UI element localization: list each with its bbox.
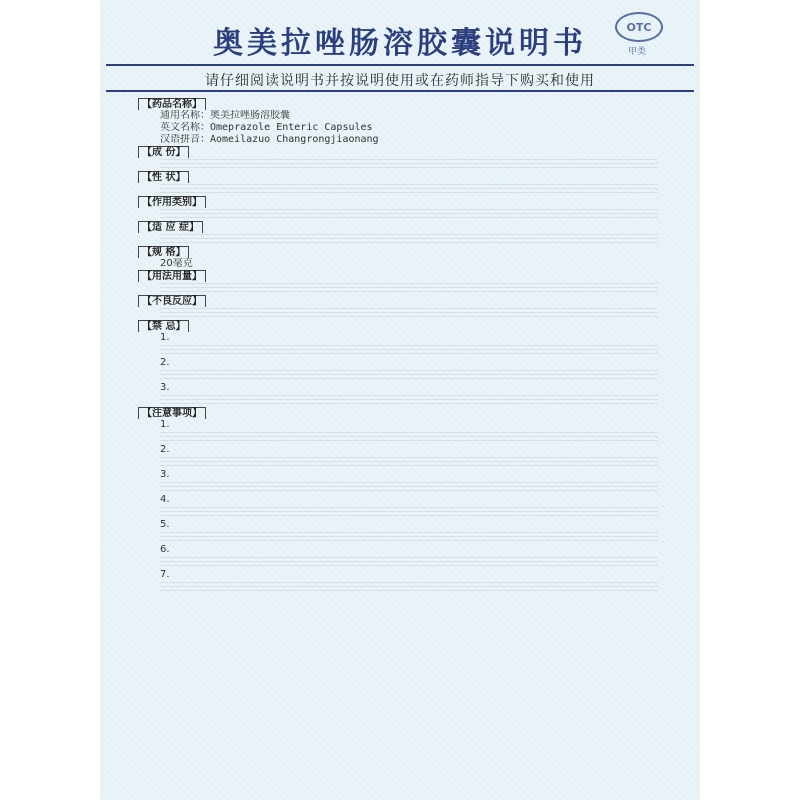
leaflet-sheet <box>100 0 700 800</box>
section-heading: 【适 应 症】 <box>138 221 203 233</box>
body-text-block <box>160 457 658 467</box>
body-text-line: 2. <box>160 357 170 368</box>
section-heading: 【注意事项】 <box>138 407 206 419</box>
body-text-line: 3. <box>160 469 170 480</box>
body-text-block <box>160 582 658 592</box>
section-heading-row <box>138 196 658 208</box>
document-title: 奥美拉唑肠溶胶囊说明书 <box>213 26 587 61</box>
body-text-block <box>160 345 658 355</box>
section-heading-row <box>138 295 658 307</box>
section-heading: 【规 格】 <box>138 246 189 258</box>
body-text-line: 20毫克 <box>160 258 193 269</box>
body-text-line: 7. <box>160 569 170 580</box>
section-heading-row <box>138 407 658 419</box>
body-text-line: 4. <box>160 494 170 505</box>
body-text-block <box>160 370 658 380</box>
section-heading-row <box>138 171 658 183</box>
body-text-line: 1. <box>160 419 170 430</box>
body-text-block <box>160 482 658 492</box>
section-heading-row <box>138 320 658 332</box>
body-text-line: 6. <box>160 544 170 555</box>
section-heading: 【用法用量】 <box>138 270 206 282</box>
body-text-block <box>160 209 658 219</box>
otc-category-label: 甲类 <box>627 47 646 57</box>
body-text-block <box>160 159 658 169</box>
section-heading: 【性 状】 <box>138 171 189 183</box>
body-text-block <box>160 557 658 567</box>
top-rule <box>106 64 694 66</box>
body-text-line: 3. <box>160 382 170 393</box>
section-heading-row <box>138 146 658 158</box>
section-heading: 【不良反应】 <box>138 295 206 307</box>
body-text-line: 1. <box>160 332 170 343</box>
otc-badge: OTC <box>615 12 663 42</box>
body-text-line: 英文名称：Omeprazole Enteric Capsules <box>160 122 373 133</box>
section-heading: 【药品名称】 <box>138 98 206 110</box>
section-heading-row <box>138 98 658 110</box>
body-text-line: 通用名称：奥美拉唑肠溶胶囊 <box>160 110 290 121</box>
second-rule <box>106 90 694 92</box>
section-heading-row <box>138 270 658 282</box>
section-heading: 【禁 忌】 <box>138 320 189 332</box>
body-text-line: 2. <box>160 444 170 455</box>
section-heading: 【作用类别】 <box>138 196 206 208</box>
body-text-block <box>160 184 658 194</box>
body-text-line: 5. <box>160 519 170 530</box>
body-text-block <box>160 308 658 318</box>
body-text-block <box>160 283 658 293</box>
body-text-block <box>160 395 658 405</box>
body-text-block <box>160 234 658 244</box>
section-heading: 【成 份】 <box>138 146 189 158</box>
section-heading-row <box>138 246 658 258</box>
leaflet-body <box>138 98 658 798</box>
body-text-block <box>160 432 658 442</box>
body-text-block <box>160 507 658 517</box>
section-heading-row <box>138 221 658 233</box>
document-subtitle: 请仔细阅读说明书并按说明使用或在药师指导下购买和使用 <box>205 73 595 89</box>
body-text-block <box>160 532 658 542</box>
body-text-line: 汉语拼音：Aomeilazuo Changrongjiaonang <box>160 134 379 145</box>
